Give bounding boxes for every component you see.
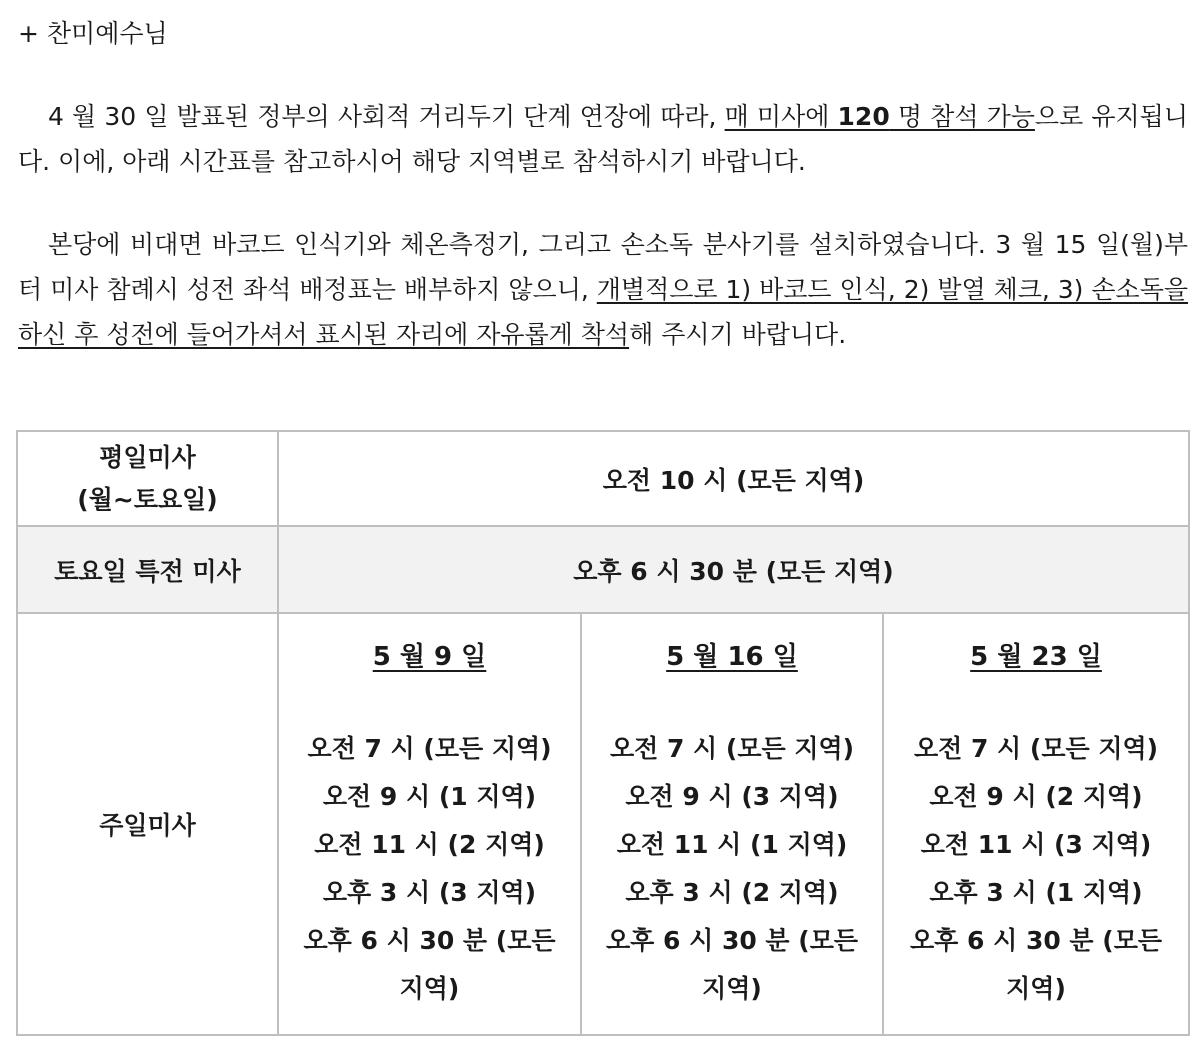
time-slot: 오후 6 시 30 분 (모든 (909, 925, 1163, 955)
paragraph-distancing (18, 94, 1188, 184)
time-slot: 오후 3 시 (1 지역) (929, 877, 1143, 907)
time-slot: 오전 7 시 (모든 지역) (307, 733, 552, 763)
weekday-label (17, 431, 278, 526)
time-slot: 오전 11 시 (3 지역) (920, 829, 1152, 859)
time-slot: 지역) (702, 973, 762, 1003)
sunday-row (17, 613, 1189, 1035)
time-slot: 오전 11 시 (2 지역) (314, 829, 545, 859)
sunday-date: 5 월 16 일 (666, 641, 798, 672)
sunday-times (586, 725, 878, 1013)
sunday-times (283, 725, 576, 1013)
paragraph-entry (18, 222, 1188, 357)
saturday-time: 오후 6 시 30 분 (모든 지역) (278, 526, 1189, 613)
sunday-times (888, 725, 1184, 1013)
sunday-date: 5 월 9 일 (372, 641, 487, 672)
sunday-label: 주일미사 (17, 613, 278, 1035)
sunday-column-1 (278, 613, 581, 1035)
para2-tail: 해 주시기 바랍니다. (629, 320, 847, 349)
time-slot: 오전 9 시 (3 지역) (625, 781, 839, 811)
weekday-label-line2: (월~토요일) (77, 484, 218, 514)
time-slot: 오후 3 시 (2 지역) (625, 877, 839, 907)
time-slot: 오전 11 시 (1 지역) (616, 829, 848, 859)
time-slot: 지역) (1006, 973, 1066, 1003)
entry-instructions: 개별적으로 1) 바코드 인식, 2) 발열 체크, 3) 손소독을 하신 후 성전에 들어가셔서 표시된 자리에 자유롭게 착석 (18, 275, 1188, 349)
time-slot: 오후 6 시 30 분 (모든 (303, 925, 556, 955)
weekday-label-line1: 평일미사 (99, 442, 196, 472)
para2-text: 본당에 비대면 바코드 인식기와 체온측정기, 그리고 손소독 분사기를 설치하였습니다. 3 월 15 일(월)부터 미사 참례시 성전 좌석 배정표는 배부하지 않으니, (18, 230, 1188, 304)
weekday-time: 오전 10 시 (모든 지역) (278, 431, 1189, 526)
time-slot: 오후 3 시 (3 지역) (322, 877, 537, 907)
para1-text: 4 월 30 일 발표된 정부의 사회적 거리두기 단계 연장에 따라, (48, 102, 725, 131)
sunday-date: 5 월 23 일 (970, 641, 1102, 672)
time-slot: 오전 7 시 (모든 지역) (609, 733, 855, 763)
greeting: + 찬미예수님 (18, 19, 168, 48)
capacity-number: 120 (837, 102, 890, 131)
weekday-row (17, 431, 1189, 526)
saturday-row (17, 526, 1189, 613)
sunday-column-3 (883, 613, 1189, 1035)
time-slot: 지역) (399, 973, 460, 1003)
mass-schedule-table (16, 430, 1190, 1036)
capacity-text-1: 매 미사에 (724, 102, 838, 131)
time-slot: 오전 9 시 (2 지역) (929, 781, 1143, 811)
time-slot: 오전 9 시 (1 지역) (322, 781, 537, 811)
sunday-column-2 (581, 613, 883, 1035)
para1-tail: 으로 유지됩니다. 이에, 아래 시간표를 참고하시어 해당 지역별로 참석하시기 바랍니다. (18, 102, 1188, 176)
saturday-label: 토요일 특전 미사 (17, 526, 278, 613)
time-slot: 오후 6 시 30 분 (모든 (605, 925, 859, 955)
capacity-text-2: 명 참석 가능 (889, 102, 1035, 131)
capacity-underline (725, 102, 1035, 131)
time-slot: 오전 7 시 (모든 지역) (913, 733, 1159, 763)
